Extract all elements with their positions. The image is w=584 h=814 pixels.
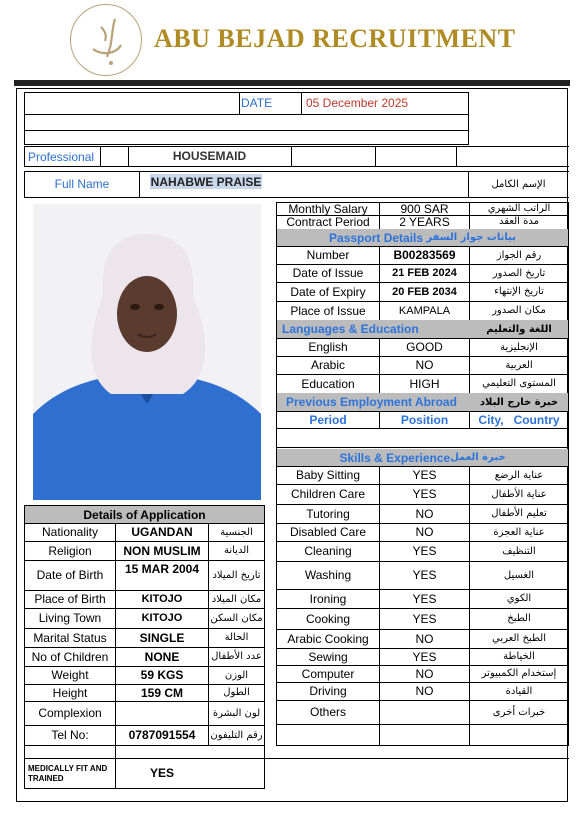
skill-row-label: Computer bbox=[301, 666, 355, 681]
language-row-value: HIGH bbox=[409, 376, 440, 391]
application-row-value: 159 CM bbox=[140, 685, 184, 700]
divider bbox=[468, 171, 469, 197]
application-row-label: Nationality bbox=[41, 525, 99, 539]
language-row-value: GOOD bbox=[406, 340, 443, 354]
application-row-label-ar: تاريخ الميلاد bbox=[212, 569, 261, 581]
company-logo bbox=[70, 4, 142, 76]
application-row-label-ar: رقم التليفون bbox=[210, 729, 263, 741]
skill-row-label: Others bbox=[309, 705, 346, 719]
contract-period-value: 2 YEARS bbox=[399, 215, 450, 228]
skill-row-label: Disabled Care bbox=[289, 525, 367, 539]
divider bbox=[468, 92, 469, 144]
skill-row-label: Baby Sitting bbox=[295, 468, 361, 482]
divider bbox=[24, 166, 569, 167]
application-row-label-ar: مكان السكن bbox=[210, 612, 263, 624]
application-row-value: NONE bbox=[144, 649, 180, 664]
skill-row-label-ar: التنظيف bbox=[502, 545, 536, 557]
salary-label: Monthly Salary bbox=[288, 202, 368, 215]
divider bbox=[276, 745, 569, 746]
skill-row-value: NO bbox=[415, 525, 434, 539]
language-row-label: Education bbox=[301, 376, 355, 391]
divider bbox=[239, 92, 240, 114]
employment-col-position: Position bbox=[400, 412, 449, 427]
application-row-value: 59 KGS bbox=[140, 668, 184, 682]
skill-row-label: Tutoring bbox=[306, 506, 350, 521]
date-value: 05 December 2025 bbox=[306, 96, 409, 110]
divider bbox=[291, 146, 292, 166]
divider bbox=[24, 745, 265, 746]
header-rule bbox=[14, 80, 570, 86]
application-row-label: Tel No: bbox=[51, 728, 89, 742]
application-row-value: 15 MAR 2004 bbox=[124, 562, 200, 576]
skill-row-label-ar: الغسيل bbox=[503, 569, 535, 581]
language-row-label-ar: العربية bbox=[505, 359, 533, 371]
skill-row-value: YES bbox=[412, 544, 437, 558]
divider bbox=[24, 788, 265, 789]
full-name-value: NAHABWE PRAISE bbox=[150, 174, 262, 189]
divider bbox=[24, 758, 265, 759]
language-row-label: English bbox=[308, 340, 348, 354]
divider bbox=[456, 146, 457, 166]
passport-row-value: 21 FEB 2024 bbox=[392, 267, 457, 279]
application-row-label-ar: لون البشرة bbox=[212, 707, 261, 719]
divider bbox=[568, 202, 569, 745]
professional-label: Professional bbox=[28, 149, 95, 164]
application-row-label: Complexion bbox=[38, 706, 102, 720]
skill-row-value: YES bbox=[412, 591, 437, 606]
skill-row-value: NO bbox=[415, 631, 434, 646]
divider bbox=[301, 92, 302, 114]
employment-col-period: Period bbox=[309, 412, 347, 427]
divider bbox=[24, 146, 569, 147]
skill-row-value: YES bbox=[412, 468, 437, 482]
application-row-value: UGANDAN bbox=[131, 525, 193, 539]
skill-row-label-ar: الخياطة bbox=[503, 651, 535, 662]
passport-row-value: B00283569 bbox=[393, 248, 456, 262]
skill-row-value: NO bbox=[415, 506, 434, 521]
passport-header: Passport Details بيانات جواز السفر bbox=[329, 230, 516, 245]
divider bbox=[24, 144, 469, 145]
application-row-label: Religion bbox=[48, 543, 92, 558]
divider bbox=[24, 92, 469, 93]
employment-header-ar: خبرة خارج البلاد bbox=[479, 396, 559, 408]
divider bbox=[24, 92, 25, 144]
skill-row-label-ar: إستخدام الكمبيوتر bbox=[481, 668, 557, 679]
medical-label: MEDICALLY FIT AND TRAINED bbox=[28, 764, 108, 783]
employment-header: Previous Employment Abroad bbox=[286, 395, 457, 409]
divider bbox=[276, 428, 569, 429]
skill-row-label-ar: عناية الرضع bbox=[494, 469, 544, 481]
contract-period-label-ar: مدة العقد bbox=[499, 216, 539, 227]
language-row-label: Arabic bbox=[310, 358, 345, 372]
passport-row-label-ar: مكان الصدور bbox=[492, 305, 546, 316]
passport-row-label: Place of Issue bbox=[290, 303, 366, 318]
divider bbox=[375, 146, 376, 166]
application-row-label: Weight bbox=[51, 668, 89, 682]
skill-row-value: NO bbox=[415, 666, 434, 681]
skill-row-value: YES bbox=[412, 568, 437, 582]
skill-row-label-ar: الطبخ العربي bbox=[492, 633, 546, 644]
position-value: HOUSEMAID bbox=[172, 148, 247, 163]
skill-row-value: YES bbox=[412, 611, 437, 626]
skill-row-label: Children Care bbox=[290, 487, 366, 501]
date-label: DATE bbox=[241, 96, 273, 110]
skill-row-label: Washing bbox=[304, 568, 352, 582]
application-row-label-ar: مكان الميلاد bbox=[211, 593, 262, 605]
application-row-value: KITOJO bbox=[141, 612, 183, 624]
passport-row-label-ar: تاريخ الصدور bbox=[492, 267, 546, 279]
full-name-label-ar: الإسم الكامل bbox=[491, 178, 546, 190]
application-row-label: No of Children bbox=[31, 649, 109, 664]
skill-row-label-ar: عناية العجزة bbox=[493, 526, 545, 538]
application-row-label-ar: الجنسية bbox=[220, 526, 253, 538]
application-row-value: 0787091554 bbox=[128, 728, 196, 742]
divider bbox=[24, 146, 25, 166]
skill-row-label: Ironing bbox=[309, 591, 347, 606]
medical-value: YES bbox=[149, 766, 174, 780]
language-row-label-ar: الإنجليزية bbox=[500, 341, 538, 353]
passport-row-label: Date of Expiry bbox=[290, 284, 366, 299]
skills-header: Skills & Experience خبرة العمل bbox=[339, 450, 506, 465]
application-row-value: NON MUSLIM bbox=[123, 543, 201, 558]
divider bbox=[264, 758, 569, 759]
application-row-label-ar: الوزن bbox=[224, 669, 249, 681]
salary-label-ar: الراتب الشهري bbox=[487, 203, 551, 214]
skill-row-label: Cooking bbox=[305, 611, 351, 626]
application-row-label-ar: الديانة bbox=[223, 545, 250, 556]
skill-row-value bbox=[380, 700, 469, 724]
skill-row-value: YES bbox=[412, 487, 437, 501]
divider bbox=[24, 114, 469, 115]
employment-col-city-country: City, Country bbox=[478, 412, 560, 427]
skill-row-label: Sewing bbox=[308, 649, 348, 664]
company-name: ABU BEJAD RECRUITMENT bbox=[154, 24, 516, 53]
application-header: Details of Application bbox=[83, 507, 206, 522]
application-row-label-ar: عدد الأطفال bbox=[211, 651, 262, 662]
passport-row-value: 20 FEB 2034 bbox=[392, 285, 457, 298]
application-row-label: Date of Birth bbox=[36, 568, 104, 582]
skill-row-label-ar: خبرات أخرى bbox=[492, 706, 546, 718]
divider bbox=[100, 146, 101, 166]
application-row-label: Marital Status bbox=[33, 630, 107, 645]
language-row-value: NO bbox=[415, 358, 434, 372]
languages-header-ar: اللغة والتعليم bbox=[486, 323, 552, 335]
candidate-photo bbox=[33, 204, 261, 500]
skill-row-label-ar: القيادة bbox=[505, 685, 533, 697]
skill-row-label-ar: الطبخ bbox=[507, 613, 531, 624]
divider bbox=[24, 130, 469, 131]
skill-row-value: YES bbox=[412, 649, 437, 664]
application-row-label: Height bbox=[52, 685, 88, 700]
divider bbox=[24, 197, 569, 198]
contract-period-label: Contract Period bbox=[286, 215, 370, 228]
application-row-label: Place of Birth bbox=[34, 592, 106, 606]
salary-value: 900 SAR bbox=[400, 202, 449, 215]
passport-row-label: Number bbox=[306, 248, 350, 262]
skill-row-label: Driving bbox=[309, 684, 347, 698]
application-row-label-ar: الطول bbox=[223, 687, 250, 698]
divider bbox=[276, 447, 569, 448]
skill-row-value: NO bbox=[415, 684, 434, 698]
application-row-value: KITOJO bbox=[141, 593, 183, 605]
application-row-value bbox=[116, 701, 208, 725]
divider bbox=[276, 724, 569, 725]
passport-row-label-ar: رقم الجواز bbox=[496, 249, 542, 261]
application-row-label: Living Town bbox=[38, 611, 102, 625]
language-row-label-ar: المستوى التعليمي bbox=[482, 378, 556, 389]
application-row-value: SINGLE bbox=[139, 630, 185, 645]
languages-header: Languages & Education bbox=[282, 322, 419, 336]
passport-row-label: Date of Issue bbox=[292, 266, 364, 280]
skill-row-label-ar: تعليم الأطفال bbox=[491, 508, 547, 519]
skill-row-label: Arabic Cooking bbox=[287, 631, 369, 646]
passport-row-value: KAMPALA bbox=[398, 304, 451, 317]
skill-row-label-ar: الكوي bbox=[506, 593, 532, 604]
passport-row-label-ar: تاريخ الإنتهاء bbox=[494, 286, 544, 297]
skill-row-label-ar: عناية الأطفال bbox=[491, 488, 547, 500]
skill-row-label: Cleaning bbox=[304, 544, 352, 558]
full-name-label: Full Name bbox=[54, 177, 110, 191]
application-row-label-ar: الحالة bbox=[224, 632, 249, 643]
divider bbox=[139, 171, 140, 197]
